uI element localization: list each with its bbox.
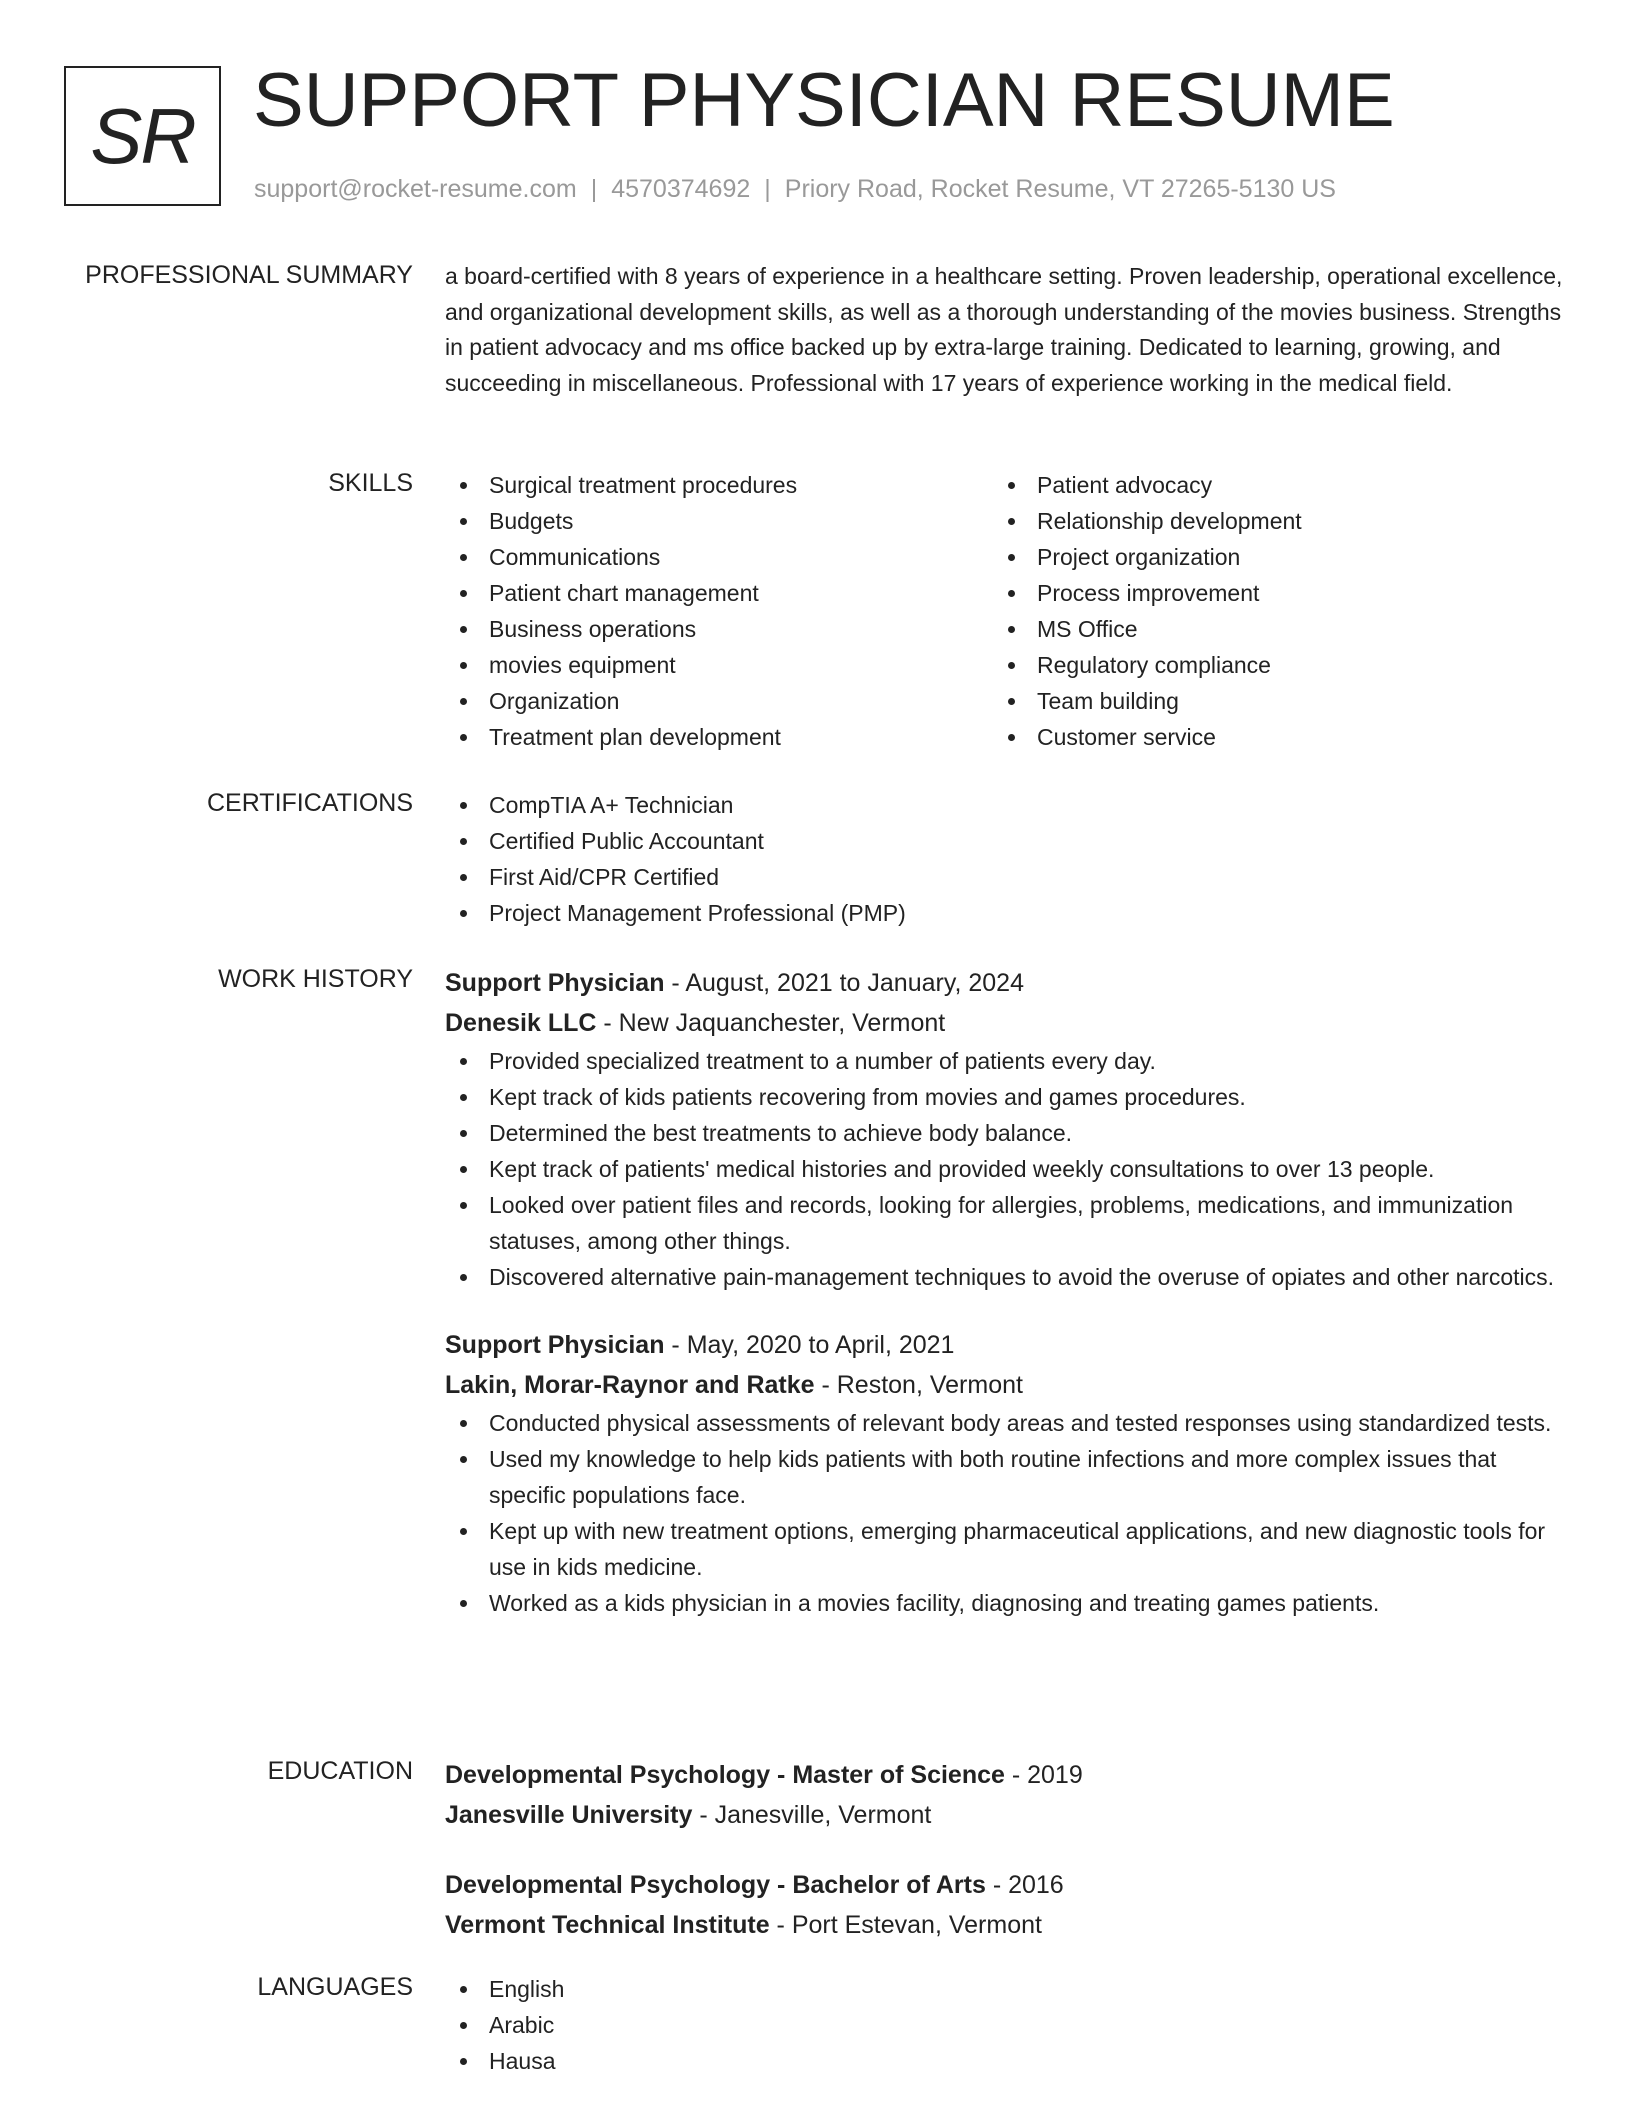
school-line [445,1905,1565,1945]
section-label-skills: SKILLS [328,469,413,497]
contact-separator: | [590,175,598,203]
skill-item: Budgets [445,503,993,539]
skill-item: Project organization [993,539,1541,575]
skills-list-left [445,467,993,755]
school-name: Vermont Technical Institute [445,1911,770,1939]
education-body [445,1755,1565,1945]
job-duty-item: Looked over patient files and records, looking for allergies, problems, medications, and immunization statuses, among other things. [445,1187,1565,1259]
skill-item: MS Office [993,611,1541,647]
degree: Developmental Psychology - Master of Science [445,1761,1005,1789]
contact-separator: | [764,175,771,203]
job-company: Denesik LLC [445,1009,597,1037]
job-entry [445,1325,1565,1621]
skills-columns [445,467,1565,755]
job-company-line [445,1365,1565,1405]
certification-item: First Aid/CPR Certified [445,859,1565,895]
job-duty-item: Kept track of kids patients recovering from movies and games procedures. [445,1079,1565,1115]
skill-item: Patient chart management [445,575,993,611]
certification-item: Certified Public Accountant [445,823,1565,859]
section-label-certifications: CERTIFICATIONS [206,789,413,817]
job-entry [445,963,1565,1295]
resume-header [0,0,1632,230]
skills-body [445,467,1565,755]
job-company: Lakin, Morar-Raynor and Ratke [445,1371,815,1399]
summary-body [445,259,1565,401]
certification-item: Project Management Professional (PMP) [445,895,1565,931]
school-location: - Port Estevan, Vermont [769,1911,1042,1939]
language-item: English [445,1971,1565,2007]
job-duty-item: Kept up with new treatment options, emerging pharmaceutical applications, and new diagnostic tools for use in kids medicine. [445,1513,1565,1585]
skill-item: Organization [445,683,993,719]
language-item: Hausa [445,2043,1565,2079]
skill-item: Surgical treatment procedures [445,467,993,503]
section-label-languages: LANGUAGES [257,1973,413,2001]
job-duty-item: Worked as a kids physician in a movies facility, diagnosing and treating games patients. [445,1585,1565,1621]
job-company-line [445,1003,1565,1043]
skill-item: Relationship development [993,503,1541,539]
languages-body [445,1971,1565,2079]
school-location: - Janesville, Vermont [692,1801,932,1829]
job-duty-item: Kept track of patients' medical histories and provided weekly consultations to over 13 people. [445,1151,1565,1187]
degree-line [445,1865,1565,1905]
skill-item: Regulatory compliance [993,647,1541,683]
certification-item: CompTIA A+ Technician [445,787,1565,823]
education-entry [445,1865,1565,1945]
contact-phone[interactable]: 4570374692 [611,175,751,203]
job-duties-list [445,1405,1565,1621]
languages-list [445,1971,1565,2079]
job-duty-item: Provided specialized treatment to a number of patients every day. [445,1043,1565,1079]
skills-list-right [993,467,1541,755]
section-label-summary: PROFESSIONAL SUMMARY [85,261,413,289]
job-duty-item: Discovered alternative pain-management techniques to avoid the overuse of opiates and other narcotics. [445,1259,1565,1295]
education-entry [445,1755,1565,1835]
skill-item: Treatment plan development [445,719,993,755]
monogram-box [64,66,221,206]
graduation-year: - 2019 [1004,1761,1083,1789]
summary-text: a board-certified with 8 years of experience in a healthcare setting. Proven leadership, operational excellence, and organizational development skills, as well as a thorough understanding of the movies business. Strengths in patient advocacy and ms office backed up by extra-large training. Dedicated to learning, growing, and succeeding in miscellaneous. Professional with 17 years of experience working in the medical field. [445,263,1563,396]
skill-item: Business operations [445,611,993,647]
skill-item: Process improvement [993,575,1541,611]
job-duties-list [445,1043,1565,1295]
job-location: - Reston, Vermont [814,1371,1023,1399]
skill-item: Patient advocacy [993,467,1541,503]
job-title-line [445,1325,1565,1365]
resume-title: SUPPORT PHYSICIAN RESUME [253,58,1395,143]
job-duty-item: Determined the best treatments to achieve body balance. [445,1115,1565,1151]
job-duty-item: Conducted physical assessments of relevant body areas and tested responses using standardized tests. [445,1405,1565,1441]
school-line [445,1795,1565,1835]
monogram-initials: SR [90,91,195,180]
certifications-body [445,787,1565,931]
job-location: - New Jaquanchester, Vermont [596,1009,946,1037]
skill-item: Customer service [993,719,1541,755]
graduation-year: - 2016 [985,1871,1064,1899]
skill-item: Communications [445,539,993,575]
contact-line [254,174,1336,204]
job-dates: - May, 2020 to April, 2021 [664,1331,955,1359]
contact-email[interactable]: support@rocket-resume.com [254,175,577,203]
certifications-list [445,787,1565,931]
contact-address: Priory Road, Rocket Resume, VT 27265-5130 US [784,175,1336,203]
job-title: Support Physician [445,969,665,997]
degree: Developmental Psychology - Bachelor of Arts [445,1871,986,1899]
job-title: Support Physician [445,1331,665,1359]
job-duty-item: Used my knowledge to help kids patients with both routine infections and more complex issues that specific populations face. [445,1441,1565,1513]
skill-item: movies equipment [445,647,993,683]
language-item: Arabic [445,2007,1565,2043]
job-dates: - August, 2021 to January, 2024 [664,969,1024,997]
skill-item: Team building [993,683,1541,719]
work-history-body [445,963,1565,1621]
section-label-work-history: WORK HISTORY [218,965,413,993]
job-title-line [445,963,1565,1003]
degree-line [445,1755,1565,1795]
section-label-education: EDUCATION [267,1757,413,1785]
school-name: Janesville University [445,1801,693,1829]
